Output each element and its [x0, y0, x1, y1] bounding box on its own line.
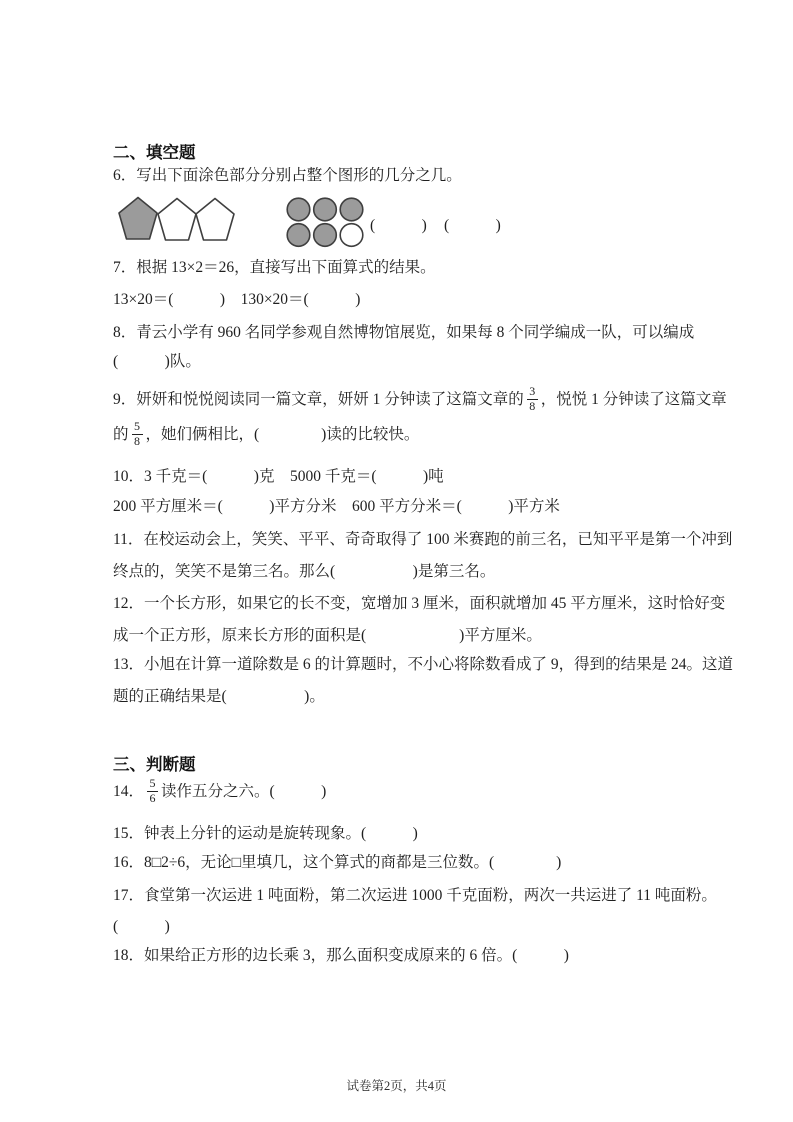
- question-13-line-2: 题的正确结果是( )。: [113, 688, 325, 705]
- question-14-line: [113, 778, 326, 807]
- question-10-line-2: 200 平方厘米＝( )平方分米 600 平方分米＝( )平方米: [113, 498, 560, 515]
- question-9-line2-pre: 的: [113, 425, 129, 443]
- pentagon-shape-1: [118, 196, 159, 241]
- fraction-5-6: $\frac{5}{6}$: [147, 777, 158, 806]
- pentagon-shape-2: [157, 197, 198, 242]
- question-6-text: 6．写出下面涂色部分分别占整个图形的几分之几。: [113, 167, 462, 184]
- question-7-text: 7．根据 13×2＝26，直接写出下面算式的结果。: [113, 259, 436, 276]
- fraction-5-8: $\frac{5}{8}$: [132, 420, 143, 449]
- circle-group: [286, 197, 366, 249]
- question-9-text-pre: 9．妍妍和悦悦阅读同一篇文章，妍妍 1 分钟读了这篇文章的: [113, 390, 524, 408]
- answer-blank-2: ( ): [444, 217, 501, 234]
- section-heading-fill-in: 二、填空题: [113, 143, 196, 162]
- question-7-equations: 13×20＝( ) 130×20＝( ): [113, 291, 361, 308]
- question-12-line-2: 成一个正方形，原来长方形的面积是( )平方厘米。: [113, 627, 542, 644]
- question-17-line-2: ( ): [113, 918, 170, 935]
- question-17-line-1: 17．食堂第一次运进 1 吨面粉，第二次运进 1000 千克面粉，两次一共运进了 11 吨面粉。: [113, 887, 717, 904]
- question-11-line-1: 11．在校运动会上，笑笑、平平、奇奇取得了 100 米赛跑的前三名，已知平平是第一个冲到: [113, 531, 733, 548]
- question-6-figure: [113, 194, 680, 254]
- page-footer: 试卷第2页，共4页: [346, 1079, 447, 1093]
- question-13-line-1: 13．小旭在计算一道除数是 6 的计算题时，不小心将除数看成了 9，得到的结果是 24。这道: [113, 656, 734, 673]
- question-14-text: 读作五分之六。( ): [161, 782, 327, 800]
- pentagon-shape-3: [195, 197, 236, 242]
- question-11-line-2: 终点的，笑笑不是第三名。那么( )是第三名。: [113, 563, 496, 580]
- fraction-3-8: $\frac{3}{8}$: [527, 385, 538, 414]
- question-9-text-post: ，悦悦 1 分钟读了这篇文章: [540, 390, 727, 408]
- question-12-line-1: 12．一个长方形，如果它的长不变，宽增加 3 厘米，面积就增加 45 平方厘米，这时恰好变: [113, 595, 726, 612]
- question-10-line-1: 10．3 千克＝( )克 5000 千克＝( )吨: [113, 468, 444, 485]
- question-15-text: 15．钟表上分针的运动是旋转现象。( ): [113, 825, 418, 842]
- question-14-number: 14．: [113, 782, 145, 800]
- question-8-line-2: ( )队。: [113, 353, 201, 370]
- question-9-line-1: [113, 386, 727, 415]
- question-8-line-1: 8．青云小学有 960 名同学参观自然博物馆展览，如果每 8 个同学编成一队，可以编成: [113, 324, 695, 341]
- question-18-text: 18．如果给正方形的边长乘 3，那么面积变成原来的 6 倍。( ): [113, 947, 569, 964]
- answer-blank-1: ( ): [370, 217, 427, 234]
- question-9-line2-post: ，她们俩相比，( )读的比较快。: [145, 425, 420, 443]
- question-9-line-2: [113, 421, 419, 450]
- question-16-text: 16．8□2÷6，无论□里填几，这个算式的商都是三位数。( ): [113, 854, 562, 871]
- section-heading-judgment: 三、判断题: [113, 755, 196, 774]
